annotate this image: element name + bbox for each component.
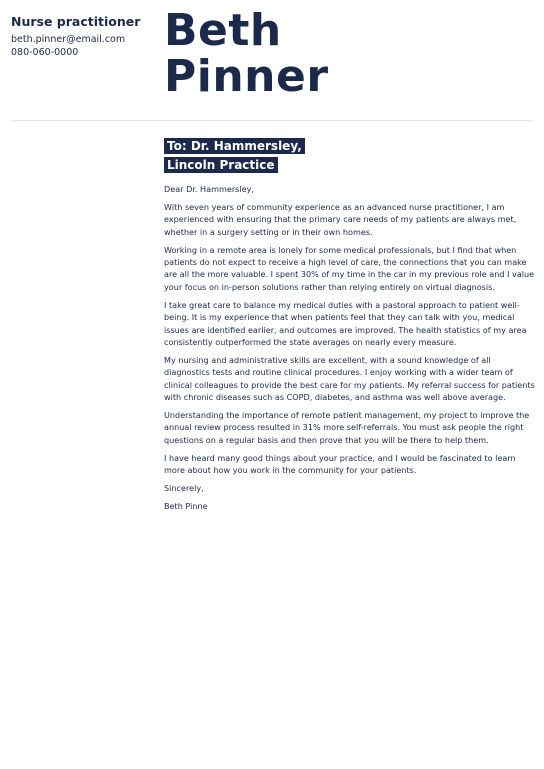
closing: Sincerely,	[164, 483, 204, 494]
greeting: Dear Dr. Hammersley,	[164, 184, 254, 194]
email-address: beth.pinner@email.com	[11, 34, 126, 45]
first-name: Beth	[164, 5, 282, 56]
paragraph-5: Understanding the importance of remote patient management, my project to improve the annual review process resulted in 31% more self-referrals. You must ask people the right questions on a regular basis and then prove that you will be there to help them.	[164, 410, 530, 445]
paragraph-3: I take great care to balance my medical duties with a pastoral approach to patient well-being. It is my experience that when patients feel that they can talk with you, medical issues are identified earlier, and outcomes are improved. The health statistics of my area consistently outperformed the state averages on nearly every measure.	[164, 299, 527, 347]
phone-number: 080-060-0000	[11, 47, 79, 58]
paragraph-1: With seven years of community experience as an advanced nurse practitioner, I am experienced with ensuring that the primary care needs of my patients are always met, whether in a surgery setting or in their own homes.	[164, 201, 517, 237]
signature: Beth Pinne	[164, 500, 208, 511]
paragraph-6: I have heard many good things about your practice, and I would be fascinated to learn more about how you work in the community for your patients.	[164, 452, 516, 476]
paragraph-4: My nursing and administrative skills are excellent, with a sound knowledge of all diagnostics tests and routine clinical procedures. I enjoy working with a wider team of clinical colleagues to provide the best care for my patients. My referral success for patients with chronic diseases such as COPD, diabetes, and asthma was well above average.	[164, 354, 535, 403]
applicant-name	[164, 5, 329, 102]
recipient-line-1: To: Dr. Hammersley,	[164, 138, 305, 154]
last-name: Pinner	[164, 51, 329, 102]
letter-body	[164, 183, 536, 518]
contact-sidebar	[11, 14, 161, 59]
paragraph-2: Working in a remote area is lonely for some medical professionals, but I find that when patients do not expect to receive a high level of care, the connections that you can make are all the more valuable. I spent 30% of my time in the car in my previous role and I value your focus on in-person solutions rather than relying entirely on virtual diagnosis.	[164, 244, 535, 292]
recipient-line-2: Lincoln Practice	[164, 157, 278, 173]
job-title: Nurse practitioner	[11, 14, 141, 29]
header-divider	[11, 120, 533, 121]
recipient-block	[164, 135, 305, 173]
